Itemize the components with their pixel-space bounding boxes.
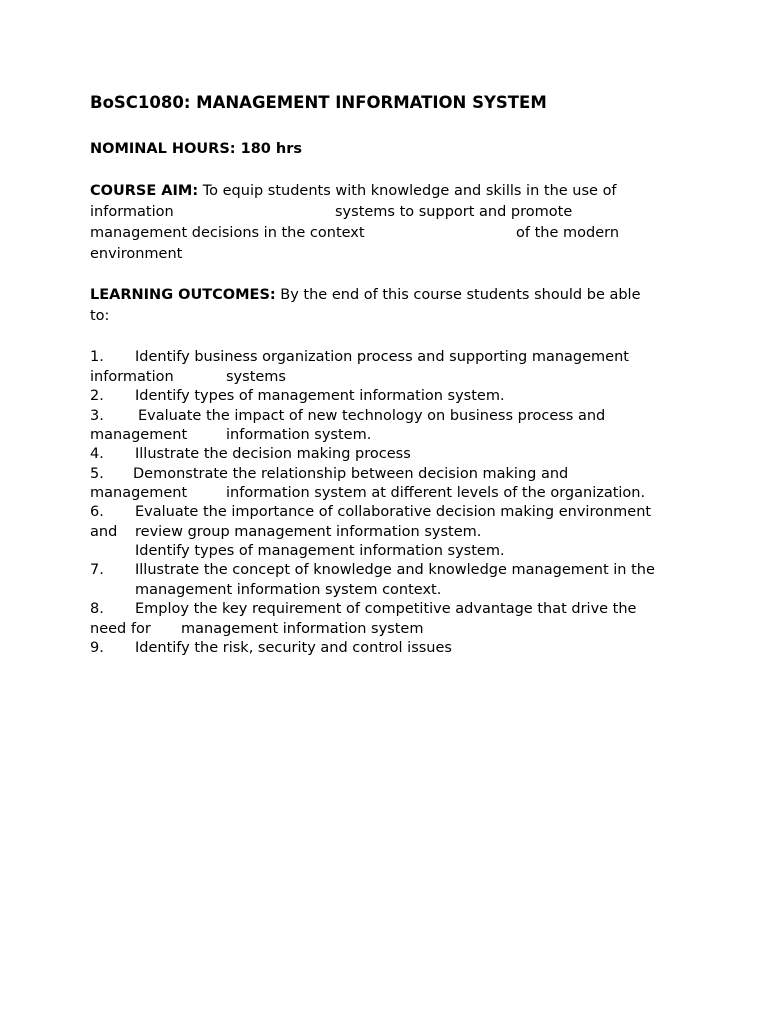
learning-outcomes-line-1 (90, 287, 641, 303)
outcome-text: Illustrate the decision making process (135, 446, 411, 462)
outcome-lead-text: management (90, 485, 188, 501)
outcome-item (90, 349, 690, 369)
outcome-text-cont: information system. (226, 427, 372, 443)
outcome-continuation (90, 485, 690, 505)
course-aim-line-2a: information (90, 204, 174, 220)
outcome-text: Employ the key requirement of competitive advantage that drive the (135, 601, 637, 617)
course-aim-line-3b: of the modern (516, 225, 620, 241)
outcome-item (90, 466, 690, 486)
outcome-item (90, 388, 690, 408)
outcome-number: 7. (90, 562, 104, 578)
outcome-text: Identify the risk, security and control issues (135, 640, 452, 656)
outcome-continuation (90, 369, 690, 389)
course-aim-line-4: environment (90, 246, 183, 262)
outcome-number: 1. (90, 349, 104, 365)
outcome-number: 9. (90, 640, 104, 656)
course-aim-label: COURSE AIM: (90, 183, 199, 199)
outcome-continuation (90, 524, 690, 544)
outcome-number: 5. (90, 466, 104, 482)
outcome-number: 8. (90, 601, 104, 617)
nominal-hours: NOMINAL HOURS: 180 hrs (90, 141, 303, 157)
learning-outcomes-label: LEARNING OUTCOMES: (90, 287, 276, 303)
outcome-text: Demonstrate the relationship between decision making and (133, 466, 569, 482)
outcome-item (90, 408, 690, 428)
course-aim-line-3a: management decisions in the context (90, 225, 365, 241)
outcome-item (90, 504, 690, 524)
outcome-text-cont: information system at different levels of the organization. (226, 485, 646, 501)
learning-outcomes-line-2: to: (90, 308, 110, 324)
outcome-text: Illustrate the concept of knowledge and knowledge management in the (135, 562, 655, 578)
outcome-item (90, 562, 690, 582)
outcome-text: Evaluate the impact of new technology on business process and (138, 408, 606, 424)
outcome-lead-text: need for (90, 621, 151, 637)
outcome-text-cont: review group management information system. (135, 524, 482, 540)
outcome-lead-text: and (90, 524, 118, 540)
course-aim-line-1 (90, 183, 617, 199)
outcome-item (90, 640, 690, 660)
course-aim-line-2b: systems to support and promote (335, 204, 573, 220)
course-aim-line-3 (90, 225, 690, 245)
course-title: BoSC1080: MANAGEMENT INFORMATION SYSTEM (90, 93, 547, 112)
outcome-text-cont: Identify types of management information system. (135, 543, 505, 559)
learning-outcomes-text: By the end of this course students should be able (280, 287, 641, 303)
outcome-text-cont: management information system (181, 621, 424, 637)
outcome-number: 6. (90, 504, 104, 520)
outcome-text: Identify types of management information system. (135, 388, 505, 404)
outcome-continuation (90, 427, 690, 447)
outcome-text: Identify business organization process and supporting management (135, 349, 629, 365)
outcome-text-cont: systems (226, 369, 286, 385)
outcome-item (90, 446, 690, 466)
outcome-text-cont: management information system context. (135, 582, 442, 598)
outcome-continuation (90, 582, 690, 602)
outcome-item (90, 601, 690, 621)
outcome-continuation (90, 543, 690, 563)
outcome-number: 2. (90, 388, 104, 404)
outcome-lead-text: management (90, 427, 188, 443)
outcome-number: 4. (90, 446, 104, 462)
course-aim-line-2 (90, 204, 690, 224)
course-aim-text: To equip students with knowledge and skills in the use of (202, 183, 617, 199)
outcome-text: Evaluate the importance of collaborative decision making environment (135, 504, 652, 520)
outcome-lead-text: information (90, 369, 174, 385)
outcome-continuation (90, 621, 690, 641)
outcome-number: 3. (90, 408, 104, 424)
